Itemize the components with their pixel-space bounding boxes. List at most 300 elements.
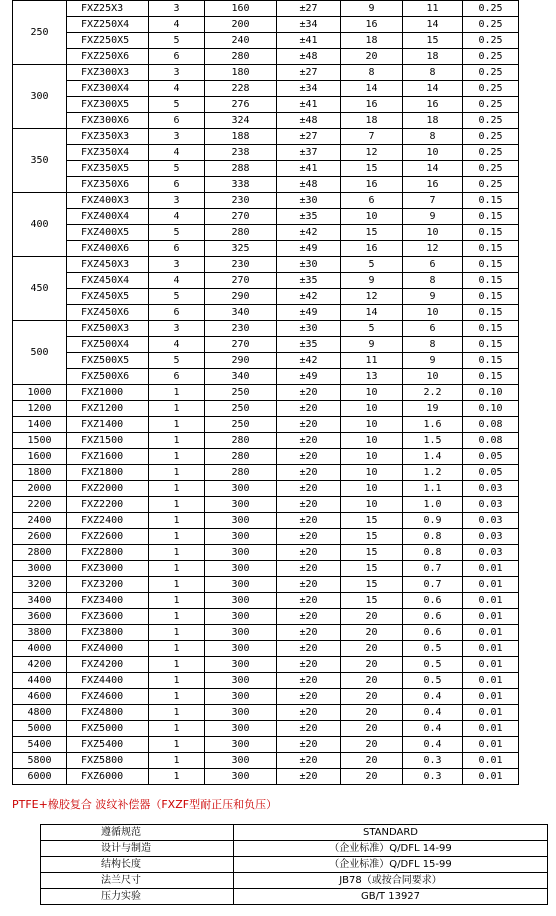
value-cell: ±20 [277,385,341,401]
value-cell: 6 [403,321,463,337]
value-cell: 10 [341,385,403,401]
value-cell: 4 [149,209,205,225]
value-cell: 288 [205,161,277,177]
model-cell: FXZ300X6 [67,113,149,129]
model-cell: FXZ450X5 [67,289,149,305]
value-cell: 18 [341,113,403,129]
value-cell: 0.15 [463,369,519,385]
value-cell: ±20 [277,529,341,545]
nominal-diameter-cell: 500 [13,321,67,385]
table-row [13,289,519,305]
model-cell: FXZ350X3 [67,129,149,145]
value-cell: 0.15 [463,225,519,241]
value-cell: 0.15 [463,337,519,353]
model-cell: FXZ2000 [67,481,149,497]
value-cell: 0.4 [403,689,463,705]
table-row [13,337,519,353]
value-cell: ±30 [277,321,341,337]
value-cell: 1 [149,657,205,673]
value-cell: ±20 [277,673,341,689]
value-cell: 3 [149,65,205,81]
model-cell: FXZ2600 [67,529,149,545]
value-cell: 0.01 [463,753,519,769]
value-cell: ±20 [277,561,341,577]
value-cell: ±49 [277,369,341,385]
value-cell: 12 [403,241,463,257]
table-row [13,753,519,769]
value-cell: 2.2 [403,385,463,401]
value-cell: 270 [205,337,277,353]
value-cell: 14 [403,161,463,177]
value-cell: 250 [205,401,277,417]
standard-value: （企业标准）Q/DFL 14-99 [234,841,548,857]
table-row [13,673,519,689]
value-cell: 1 [149,593,205,609]
value-cell: 1 [149,721,205,737]
value-cell: 16 [341,97,403,113]
nominal-diameter-cell: 250 [13,1,67,65]
value-cell: 10 [341,417,403,433]
value-cell: 5 [341,321,403,337]
value-cell: 340 [205,305,277,321]
value-cell: 4 [149,337,205,353]
value-cell: ±42 [277,225,341,241]
model-cell: FXZ2400 [67,513,149,529]
table-row [13,449,519,465]
nominal-diameter-cell: 1600 [13,449,67,465]
value-cell: 0.8 [403,529,463,545]
table-row [13,465,519,481]
value-cell: 15 [341,161,403,177]
value-cell: 238 [205,145,277,161]
value-cell: 20 [341,49,403,65]
value-cell: 0.25 [463,129,519,145]
value-cell: 280 [205,433,277,449]
value-cell: 8 [403,129,463,145]
value-cell: 7 [341,129,403,145]
value-cell: 1 [149,625,205,641]
model-cell: FXZ500X3 [67,321,149,337]
value-cell: 300 [205,609,277,625]
model-cell: FXZ5800 [67,753,149,769]
value-cell: 1 [149,577,205,593]
value-cell: 1.6 [403,417,463,433]
value-cell: 0.01 [463,769,519,785]
nominal-diameter-cell: 300 [13,65,67,129]
value-cell: 0.03 [463,513,519,529]
value-cell: 300 [205,593,277,609]
value-cell: 1 [149,561,205,577]
value-cell: 15 [341,577,403,593]
value-cell: ±27 [277,129,341,145]
value-cell: 1 [149,497,205,513]
value-cell: 10 [403,305,463,321]
table-row [13,705,519,721]
value-cell: 0.25 [463,81,519,97]
value-cell: 3 [149,1,205,17]
value-cell: 15 [341,529,403,545]
value-cell: 18 [341,33,403,49]
model-cell: FXZ250X6 [67,49,149,65]
standard-value: STANDARD [234,825,548,841]
value-cell: 5 [149,225,205,241]
model-cell: FXZ1000 [67,385,149,401]
value-cell: ±27 [277,65,341,81]
value-cell: 18 [403,49,463,65]
value-cell: 15 [403,33,463,49]
model-cell: FXZ25X3 [67,1,149,17]
table-row [13,321,519,337]
value-cell: 20 [341,737,403,753]
table-row [13,97,519,113]
value-cell: 13 [341,369,403,385]
model-cell: FXZ4800 [67,705,149,721]
value-cell: 1 [149,449,205,465]
value-cell: 5 [149,161,205,177]
value-cell: 15 [341,513,403,529]
value-cell: 5 [149,97,205,113]
value-cell: 6 [149,369,205,385]
value-cell: 15 [341,561,403,577]
value-cell: 1 [149,465,205,481]
value-cell: 1 [149,609,205,625]
value-cell: 3 [149,257,205,273]
model-cell: FXZ1500 [67,433,149,449]
value-cell: 0.01 [463,609,519,625]
table-row [13,129,519,145]
model-cell: FXZ2800 [67,545,149,561]
model-cell: FXZ1600 [67,449,149,465]
value-cell: 6 [341,193,403,209]
value-cell: 3 [149,321,205,337]
standards-table [40,824,548,905]
value-cell: 300 [205,673,277,689]
value-cell: 4 [149,81,205,97]
value-cell: 290 [205,353,277,369]
value-cell: 0.4 [403,721,463,737]
table-row [13,369,519,385]
table-row [13,609,519,625]
value-cell: 18 [403,113,463,129]
value-cell: 300 [205,657,277,673]
value-cell: 300 [205,705,277,721]
model-cell: FXZ500X6 [67,369,149,385]
standard-label: 法兰尺寸 [41,873,234,889]
value-cell: ±35 [277,273,341,289]
value-cell: 300 [205,641,277,657]
value-cell: 9 [341,337,403,353]
model-cell: FXZ400X3 [67,193,149,209]
value-cell: 270 [205,209,277,225]
value-cell: 4 [149,273,205,289]
value-cell: ±49 [277,305,341,321]
nominal-diameter-cell: 1800 [13,465,67,481]
value-cell: 20 [341,705,403,721]
nominal-diameter-cell: 3200 [13,577,67,593]
spec-table [12,0,519,785]
value-cell: ±20 [277,625,341,641]
value-cell: ±34 [277,81,341,97]
model-cell: FXZ2200 [67,497,149,513]
value-cell: 0.03 [463,497,519,513]
value-cell: 1 [149,641,205,657]
nominal-diameter-cell: 5000 [13,721,67,737]
value-cell: 280 [205,225,277,241]
value-cell: ±42 [277,289,341,305]
value-cell: 180 [205,65,277,81]
value-cell: 0.25 [463,145,519,161]
value-cell: ±49 [277,241,341,257]
nominal-diameter-cell: 4400 [13,673,67,689]
model-cell: FXZ450X3 [67,257,149,273]
model-cell: FXZ300X3 [67,65,149,81]
model-cell: FXZ450X4 [67,273,149,289]
table-row [13,689,519,705]
table-row [13,625,519,641]
value-cell: 1.1 [403,481,463,497]
table-row [13,769,519,785]
model-cell: FXZ5400 [67,737,149,753]
value-cell: 0.15 [463,353,519,369]
value-cell: 1 [149,769,205,785]
value-cell: 20 [341,673,403,689]
value-cell: 20 [341,721,403,737]
value-cell: ±20 [277,545,341,561]
value-cell: 0.6 [403,625,463,641]
value-cell: ±20 [277,513,341,529]
value-cell: 0.01 [463,721,519,737]
nominal-diameter-cell: 4800 [13,705,67,721]
value-cell: 0.03 [463,545,519,561]
value-cell: ±20 [277,449,341,465]
model-cell: FXZ300X5 [67,97,149,113]
value-cell: 0.25 [463,161,519,177]
value-cell: 14 [403,17,463,33]
value-cell: 1 [149,433,205,449]
model-cell: FXZ3600 [67,609,149,625]
value-cell: 12 [341,145,403,161]
value-cell: 0.03 [463,481,519,497]
table-row [13,353,519,369]
value-cell: 11 [403,1,463,17]
nominal-diameter-cell: 1200 [13,401,67,417]
nominal-diameter-cell: 5400 [13,737,67,753]
value-cell: 0.4 [403,705,463,721]
value-cell: 1 [149,705,205,721]
nominal-diameter-cell: 1500 [13,433,67,449]
value-cell: ±20 [277,721,341,737]
value-cell: ±48 [277,49,341,65]
value-cell: ±37 [277,145,341,161]
standards-row [41,841,548,857]
value-cell: 0.6 [403,593,463,609]
value-cell: 0.08 [463,433,519,449]
value-cell: 0.15 [463,273,519,289]
value-cell: 5 [149,33,205,49]
value-cell: 10 [341,433,403,449]
value-cell: 1 [149,417,205,433]
nominal-diameter-cell: 5800 [13,753,67,769]
model-cell: FXZ3800 [67,625,149,641]
value-cell: 10 [341,465,403,481]
value-cell: 1 [149,737,205,753]
value-cell: 10 [403,225,463,241]
value-cell: 5 [149,353,205,369]
standards-row [41,857,548,873]
value-cell: 325 [205,241,277,257]
value-cell: 9 [341,1,403,17]
table-row [13,273,519,289]
value-cell: 300 [205,497,277,513]
model-cell: FXZ450X6 [67,305,149,321]
standards-row [41,889,548,905]
value-cell: 14 [341,81,403,97]
model-cell: FXZ500X4 [67,337,149,353]
model-cell: FXZ400X5 [67,225,149,241]
model-cell: FXZ4600 [67,689,149,705]
value-cell: 9 [403,353,463,369]
value-cell: 160 [205,1,277,17]
model-cell: FXZ350X6 [67,177,149,193]
standard-label: 遵循规范 [41,825,234,841]
value-cell: 200 [205,17,277,33]
table-row [13,49,519,65]
value-cell: 230 [205,257,277,273]
value-cell: ±20 [277,497,341,513]
standard-label: 设计与制造 [41,841,234,857]
value-cell: 300 [205,689,277,705]
table-row [13,81,519,97]
standard-label: 压力实验 [41,889,234,905]
value-cell: 0.01 [463,593,519,609]
value-cell: 300 [205,545,277,561]
nominal-diameter-cell: 400 [13,193,67,257]
value-cell: ±20 [277,753,341,769]
table-row [13,513,519,529]
value-cell: 300 [205,561,277,577]
value-cell: 0.25 [463,113,519,129]
nominal-diameter-cell: 1400 [13,417,67,433]
model-cell: FXZ250X5 [67,33,149,49]
nominal-diameter-cell: 3600 [13,609,67,625]
value-cell: 20 [341,625,403,641]
value-cell: 10 [341,497,403,513]
value-cell: 10 [341,401,403,417]
value-cell: 16 [341,241,403,257]
value-cell: 0.15 [463,305,519,321]
value-cell: ±20 [277,657,341,673]
value-cell: 0.5 [403,657,463,673]
table-row [13,1,519,17]
value-cell: 0.25 [463,49,519,65]
model-cell: FXZ350X4 [67,145,149,161]
table-row [13,113,519,129]
value-cell: 270 [205,273,277,289]
nominal-diameter-cell: 3400 [13,593,67,609]
value-cell: 1.0 [403,497,463,513]
value-cell: 5 [341,257,403,273]
nominal-diameter-cell: 2200 [13,497,67,513]
value-cell: 324 [205,113,277,129]
value-cell: 9 [403,289,463,305]
value-cell: 6 [149,305,205,321]
value-cell: 1 [149,689,205,705]
model-cell: FXZ3200 [67,577,149,593]
value-cell: 0.01 [463,641,519,657]
value-cell: 8 [403,273,463,289]
value-cell: 0.10 [463,401,519,417]
value-cell: 0.01 [463,673,519,689]
value-cell: 300 [205,513,277,529]
value-cell: 1 [149,385,205,401]
value-cell: 1 [149,529,205,545]
value-cell: ±48 [277,113,341,129]
value-cell: 0.15 [463,193,519,209]
model-cell: FXZ250X4 [67,17,149,33]
value-cell: 0.25 [463,17,519,33]
value-cell: 1 [149,513,205,529]
value-cell: ±20 [277,641,341,657]
value-cell: 8 [341,65,403,81]
value-cell: 0.5 [403,673,463,689]
value-cell: 10 [403,145,463,161]
value-cell: 300 [205,481,277,497]
value-cell: 0.9 [403,513,463,529]
value-cell: 0.15 [463,241,519,257]
value-cell: 14 [341,305,403,321]
value-cell: 8 [403,337,463,353]
table-row [13,161,519,177]
value-cell: ±41 [277,33,341,49]
table-row [13,401,519,417]
value-cell: ±20 [277,433,341,449]
table-row [13,33,519,49]
value-cell: 0.25 [463,1,519,17]
table-row [13,65,519,81]
model-cell: FXZ350X5 [67,161,149,177]
value-cell: 3 [149,193,205,209]
table-row [13,385,519,401]
standard-label: 结构长度 [41,857,234,873]
value-cell: 1 [149,673,205,689]
value-cell: 1.5 [403,433,463,449]
table-row [13,417,519,433]
value-cell: 0.3 [403,753,463,769]
value-cell: 4 [149,17,205,33]
value-cell: 300 [205,753,277,769]
nominal-diameter-cell: 2600 [13,529,67,545]
value-cell: 10 [341,481,403,497]
value-cell: ±20 [277,481,341,497]
value-cell: 0.25 [463,97,519,113]
value-cell: 0.15 [463,209,519,225]
value-cell: 6 [149,49,205,65]
value-cell: ±20 [277,737,341,753]
value-cell: 240 [205,33,277,49]
value-cell: 6 [149,177,205,193]
value-cell: 16 [341,177,403,193]
value-cell: 0.05 [463,449,519,465]
value-cell: 15 [341,545,403,561]
value-cell: 230 [205,321,277,337]
model-cell: FXZ4000 [67,641,149,657]
value-cell: ±20 [277,417,341,433]
table-row [13,305,519,321]
value-cell: 0.15 [463,257,519,273]
value-cell: 0.25 [463,33,519,49]
value-cell: 10 [341,449,403,465]
value-cell: ±34 [277,17,341,33]
